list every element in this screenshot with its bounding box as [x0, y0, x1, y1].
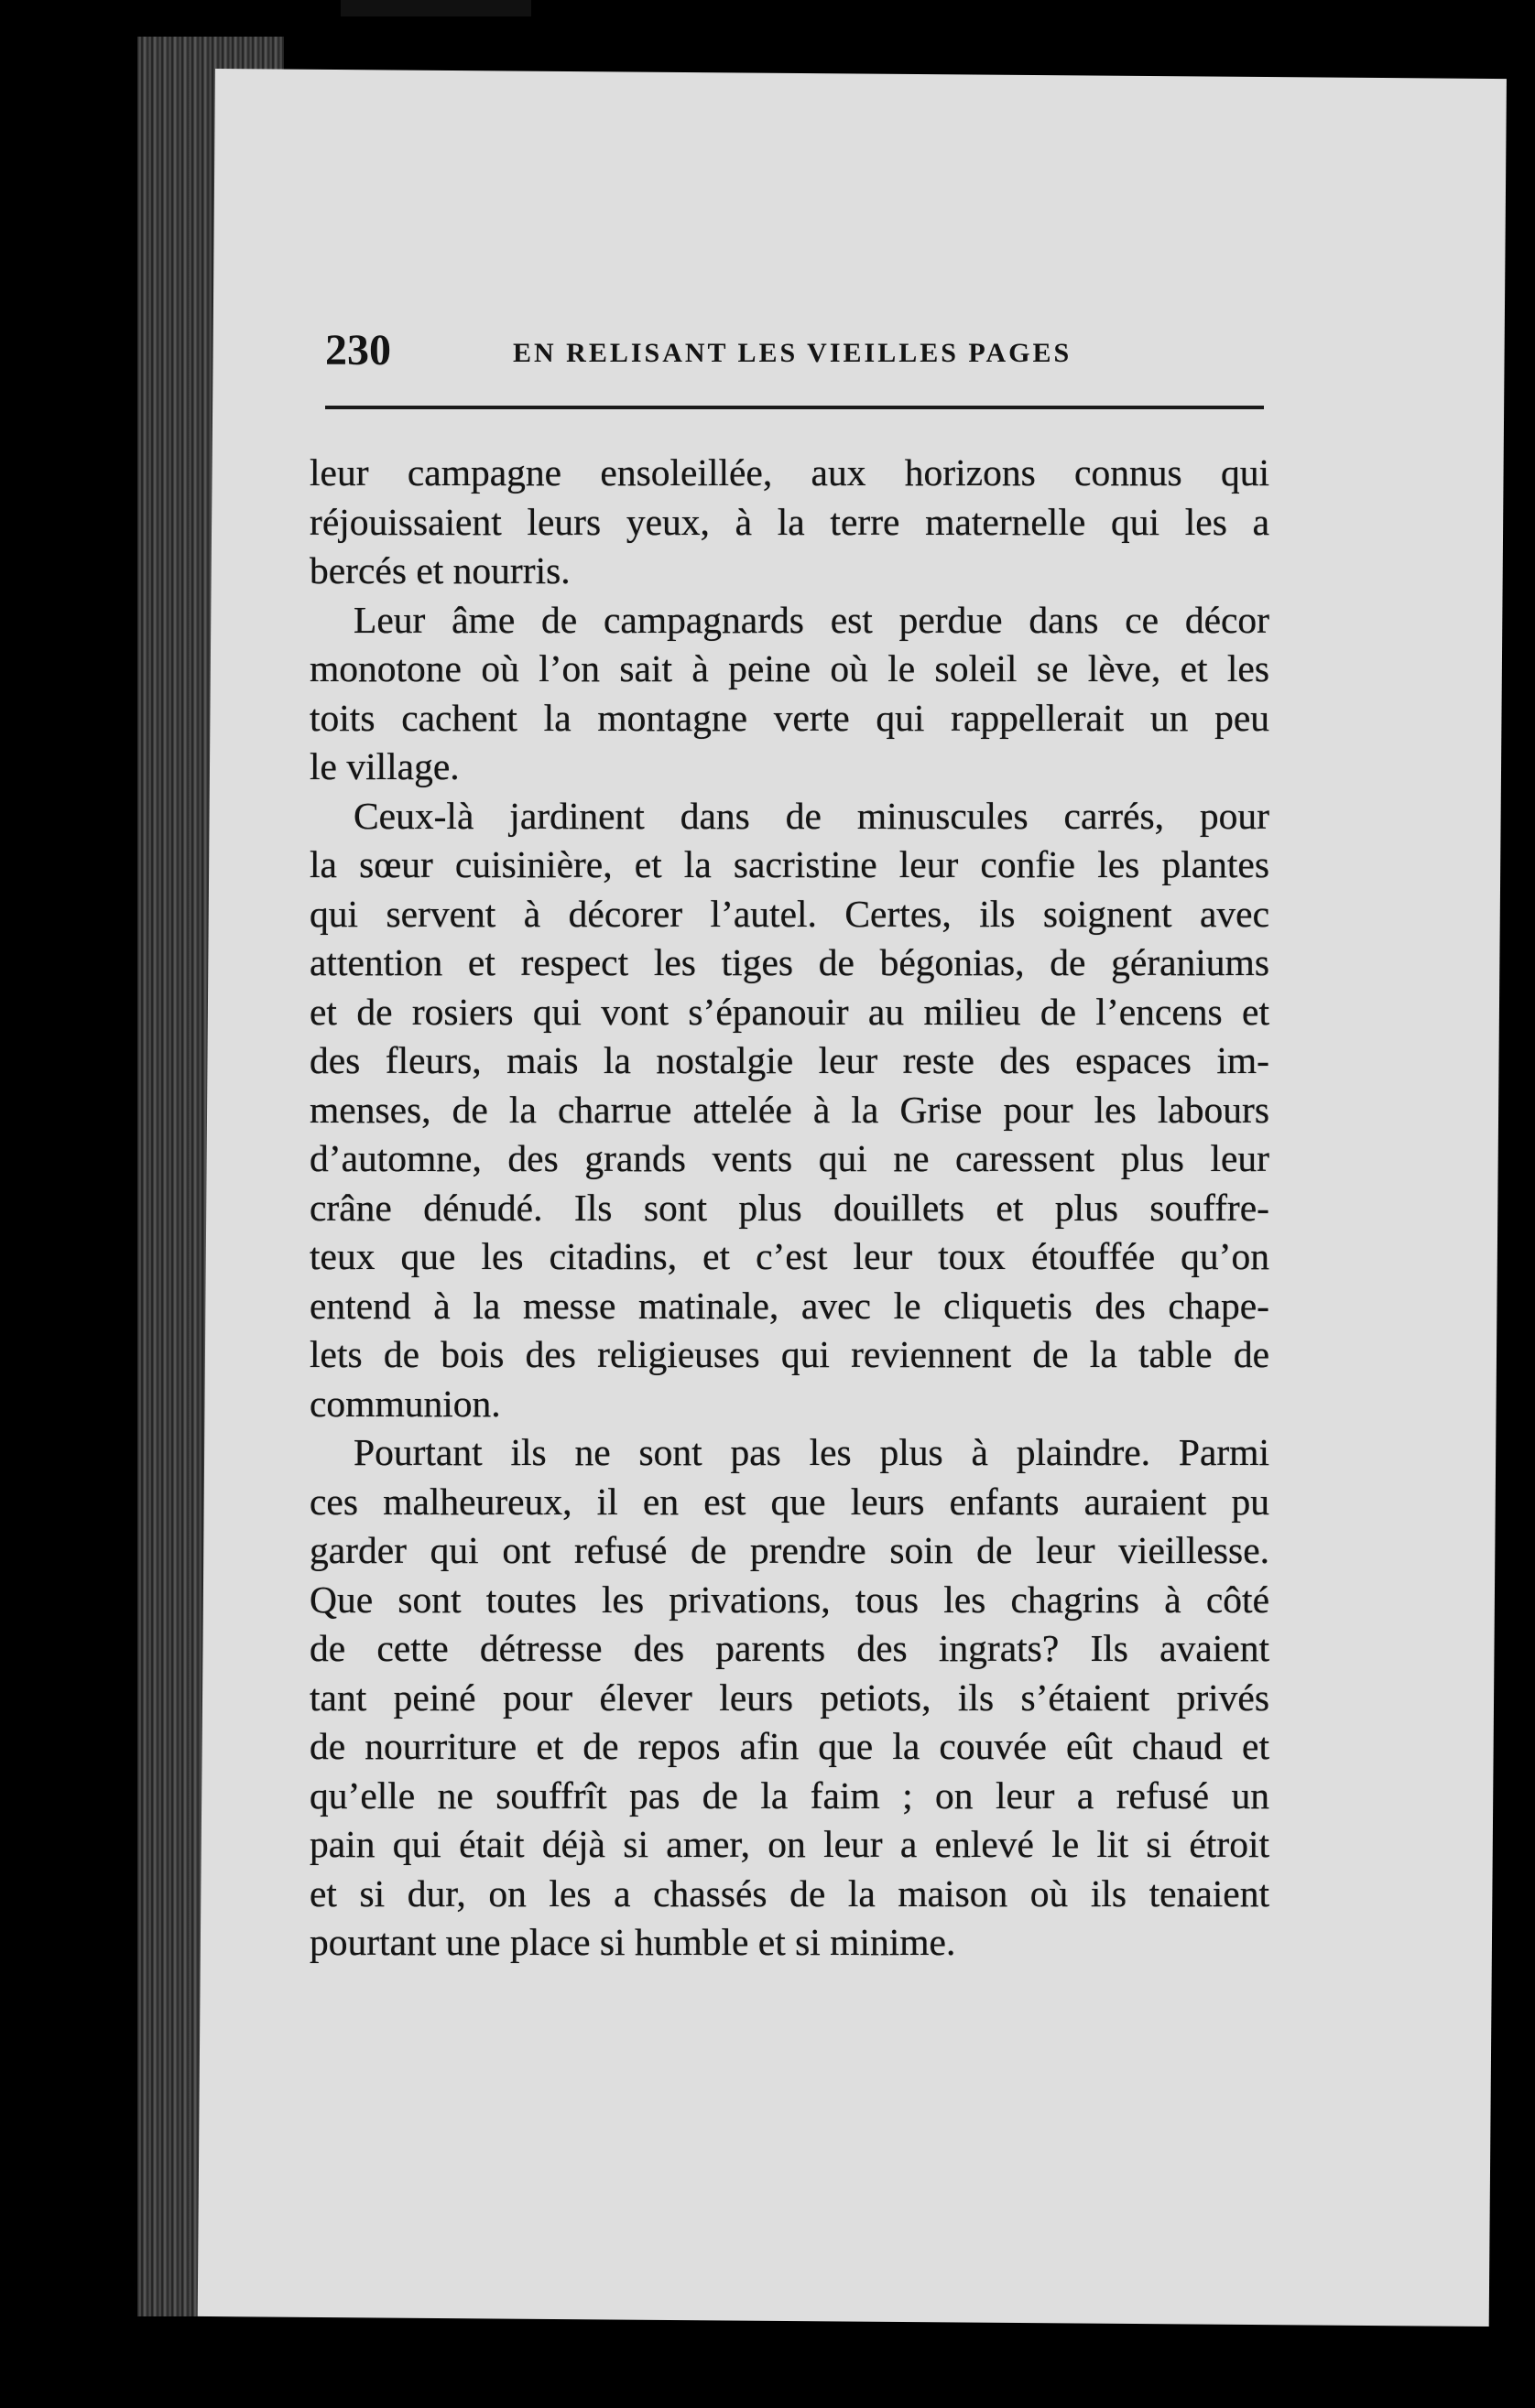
page-number: 230 [325, 326, 391, 374]
text-line: teux que les citadins, et c’est leur toux étouffée qu’on [310, 1235, 1269, 1277]
text-line: Pourtant ils ne sont pas les plus à plaindre. Parmi [354, 1431, 1269, 1473]
text-line: d’automne, des grands vents qui ne caressent plus leur [310, 1137, 1269, 1179]
text-line: ces malheureux, il en est que leurs enfants auraient pu [310, 1480, 1269, 1523]
text-line: Leur âme de campagnards est perdue dans ce décor [354, 598, 1269, 641]
page-top-mark [341, 0, 531, 16]
text-line: monotone où l’on sait à peine où le soleil se lève, et les [310, 647, 1269, 689]
page-header [325, 325, 1259, 389]
text-line: bercés et nourris. [310, 549, 571, 591]
text-line: menses, de la charrue attelée à la Grise pour les labours [310, 1088, 1269, 1131]
text-line: la sœur cuisinière, et la sacristine leur confie les plantes [310, 843, 1269, 885]
text-line: tant peiné pour élever leurs petiots, ils s’étaient privés [310, 1676, 1269, 1719]
body-text [310, 449, 1269, 1968]
text-line: leur campagne ensoleillée, aux horizons connus qui [310, 451, 1269, 494]
text-line: réjouissaient leurs yeux, à la terre maternelle qui les a [310, 500, 1269, 543]
running-head: EN RELISANT LES VIEILLES PAGES [513, 338, 1072, 368]
text-line: le village. [310, 745, 460, 787]
text-line: lets de bois des religieuses qui reviennent de la table de [310, 1333, 1269, 1375]
text-line: pain qui était déjà si amer, on leur a enlevé le lit si étroit [310, 1823, 1269, 1865]
text-line: pourtant une place si humble et si minime. [310, 1921, 956, 1963]
text-line: entend à la messe matinale, avec le cliquetis des chape- [310, 1284, 1269, 1327]
header-rule [325, 406, 1264, 409]
text-line: garder qui ont refusé de prendre soin de leur vieillesse. [310, 1529, 1269, 1571]
text-line: et de rosiers qui vont s’épanouir au milieu de l’encens et [310, 990, 1269, 1033]
text-line: toits cachent la montagne verte qui rappellerait un peu [310, 696, 1269, 739]
text-line: Que sont toutes les privations, tous les chagrins à côté [310, 1578, 1269, 1621]
text-line: de cette détresse des parents des ingrats? Ils avaient [310, 1627, 1269, 1669]
text-line: crâne dénudé. Ils sont plus douillets et plus souffre- [310, 1186, 1269, 1229]
text-line: et si dur, on les a chassés de la maison où ils tenaient [310, 1871, 1269, 1914]
text-line: des fleurs, mais la nostalgie leur reste des espaces im- [310, 1039, 1269, 1081]
text-line: attention et respect les tiges de bégonias, de géraniums [310, 941, 1269, 983]
text-line: de nourriture et de repos afin que la couvée eût chaud et [310, 1725, 1269, 1767]
text-line: qu’elle ne souffrît pas de la faim ; on leur a refusé un [310, 1773, 1269, 1817]
text-line: Ceux-là jardinent dans de minuscules carrés, pour [354, 794, 1269, 837]
text-line: communion. [310, 1382, 501, 1425]
text-line: qui servent à décorer l’autel. Certes, ils soignent avec [310, 892, 1269, 935]
